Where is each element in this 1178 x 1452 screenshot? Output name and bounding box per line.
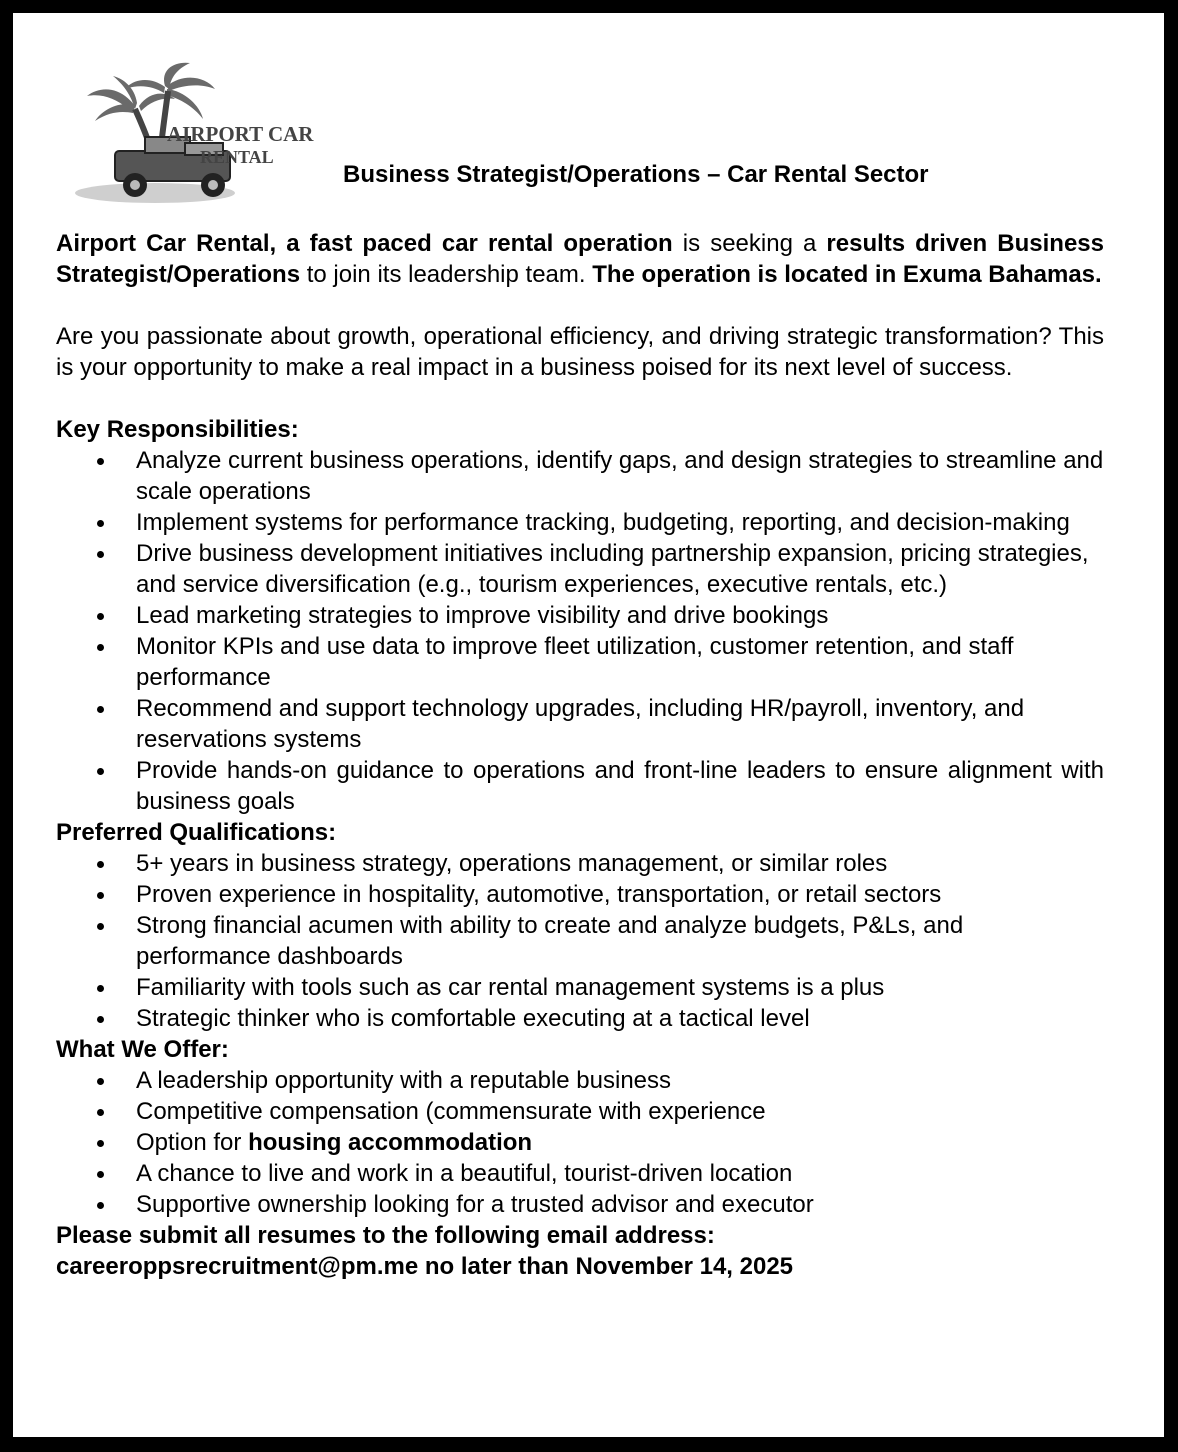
submit-instructions: Please submit all resumes to the following email address: xyxy=(56,1222,715,1249)
bullet-icon xyxy=(97,644,104,651)
list-item: A leadership opportunity with a reputable business xyxy=(56,1065,1104,1096)
bullet-icon xyxy=(97,1140,104,1147)
palm-tree-jeep-logo xyxy=(65,51,315,211)
bullet-icon xyxy=(97,768,104,775)
bullet-icon xyxy=(97,520,104,527)
bullet-icon xyxy=(97,613,104,620)
list-item: Proven experience in hospitality, automotive, transportation, or retail sectors xyxy=(56,879,1104,910)
intro-bold-2: results driven Business Strategist/Operations xyxy=(56,230,1104,288)
intro-text-1: is seeking a xyxy=(672,230,827,257)
bullet-icon xyxy=(97,458,104,465)
intro-text-2: to join its leadership team. xyxy=(300,261,593,288)
deadline-text: no later than November 14, 2025 xyxy=(418,1253,794,1280)
list-item: Option for housing accommodation xyxy=(56,1127,1104,1158)
page-title: Business Strategist/Operations – Car Rental Sector xyxy=(343,161,929,188)
pitch-paragraph: Are you passionate about growth, operational efficiency, and driving strategic transformation? This is your opportunity to make a real impact in a business poised for its next level of success. xyxy=(56,323,1104,381)
posting-body xyxy=(56,228,1104,1282)
logo-line-2: RENTAL xyxy=(200,147,274,167)
contact-email[interactable]: careeroppsrecruitment@pm.me xyxy=(56,1253,419,1280)
responsibilities-heading: Key Responsibilities: xyxy=(56,416,299,443)
bullet-icon xyxy=(97,892,104,899)
list-item: 5+ years in business strategy, operations management, or similar roles xyxy=(56,848,1104,879)
list-item: Provide hands-on guidance to operations and front-line leaders to ensure alignment with business goals xyxy=(56,755,1104,817)
list-item: Strong financial acumen with ability to create and analyze budgets, P&Ls, and performance dashboards xyxy=(56,910,1104,972)
list-item: Lead marketing strategies to improve visibility and drive bookings xyxy=(56,600,1104,631)
bullet-icon xyxy=(97,1078,104,1085)
list-item: Competitive compensation (commensurate with experience xyxy=(56,1096,1104,1127)
list-item: Recommend and support technology upgrades, including HR/payroll, inventory, and reservations systems xyxy=(56,693,1104,755)
list-item: Implement systems for performance tracking, budgeting, reporting, and decision-making xyxy=(56,507,1104,538)
list-item: Familiarity with tools such as car rental management systems is a plus xyxy=(56,972,1104,1003)
intro-bold-1: Airport Car Rental, a fast paced car rental operation xyxy=(56,230,673,257)
list-item: A chance to live and work in a beautiful, tourist-driven location xyxy=(56,1158,1104,1189)
list-item: Supportive ownership looking for a trusted advisor and executor xyxy=(56,1189,1104,1220)
bullet-icon xyxy=(97,1109,104,1116)
bullet-icon xyxy=(97,551,104,558)
intro-paragraph xyxy=(56,228,1104,290)
responsibilities-list xyxy=(56,445,1104,817)
bullet-icon xyxy=(97,1202,104,1209)
offer-heading: What We Offer: xyxy=(56,1036,229,1063)
list-item: Monitor KPIs and use data to improve fleet utilization, customer retention, and staff performance xyxy=(56,631,1104,693)
bullet-icon xyxy=(97,861,104,868)
bullet-icon xyxy=(97,706,104,713)
job-posting-page xyxy=(13,13,1164,1437)
contact-line xyxy=(56,1251,1104,1282)
logo-line-1: AIRPORT CAR xyxy=(167,122,314,146)
bullet-icon xyxy=(97,985,104,992)
bullet-icon xyxy=(97,1016,104,1023)
list-item: Analyze current business operations, identify gaps, and design strategies to streamline and scale operations xyxy=(56,445,1104,507)
offer-list xyxy=(56,1065,1104,1220)
intro-bold-3: The operation is located in Exuma Bahamas. xyxy=(592,261,1102,288)
list-item: Drive business development initiatives including partnership expansion, pricing strategies, and service diversification (e.g., tourism experiences, executive rentals, etc.) xyxy=(56,538,1104,600)
qualifications-heading: Preferred Qualifications: xyxy=(56,819,337,846)
bullet-icon xyxy=(97,923,104,930)
list-item: Strategic thinker who is comfortable executing at a tactical level xyxy=(56,1003,1104,1034)
qualifications-list xyxy=(56,848,1104,1034)
bullet-icon xyxy=(97,1171,104,1178)
